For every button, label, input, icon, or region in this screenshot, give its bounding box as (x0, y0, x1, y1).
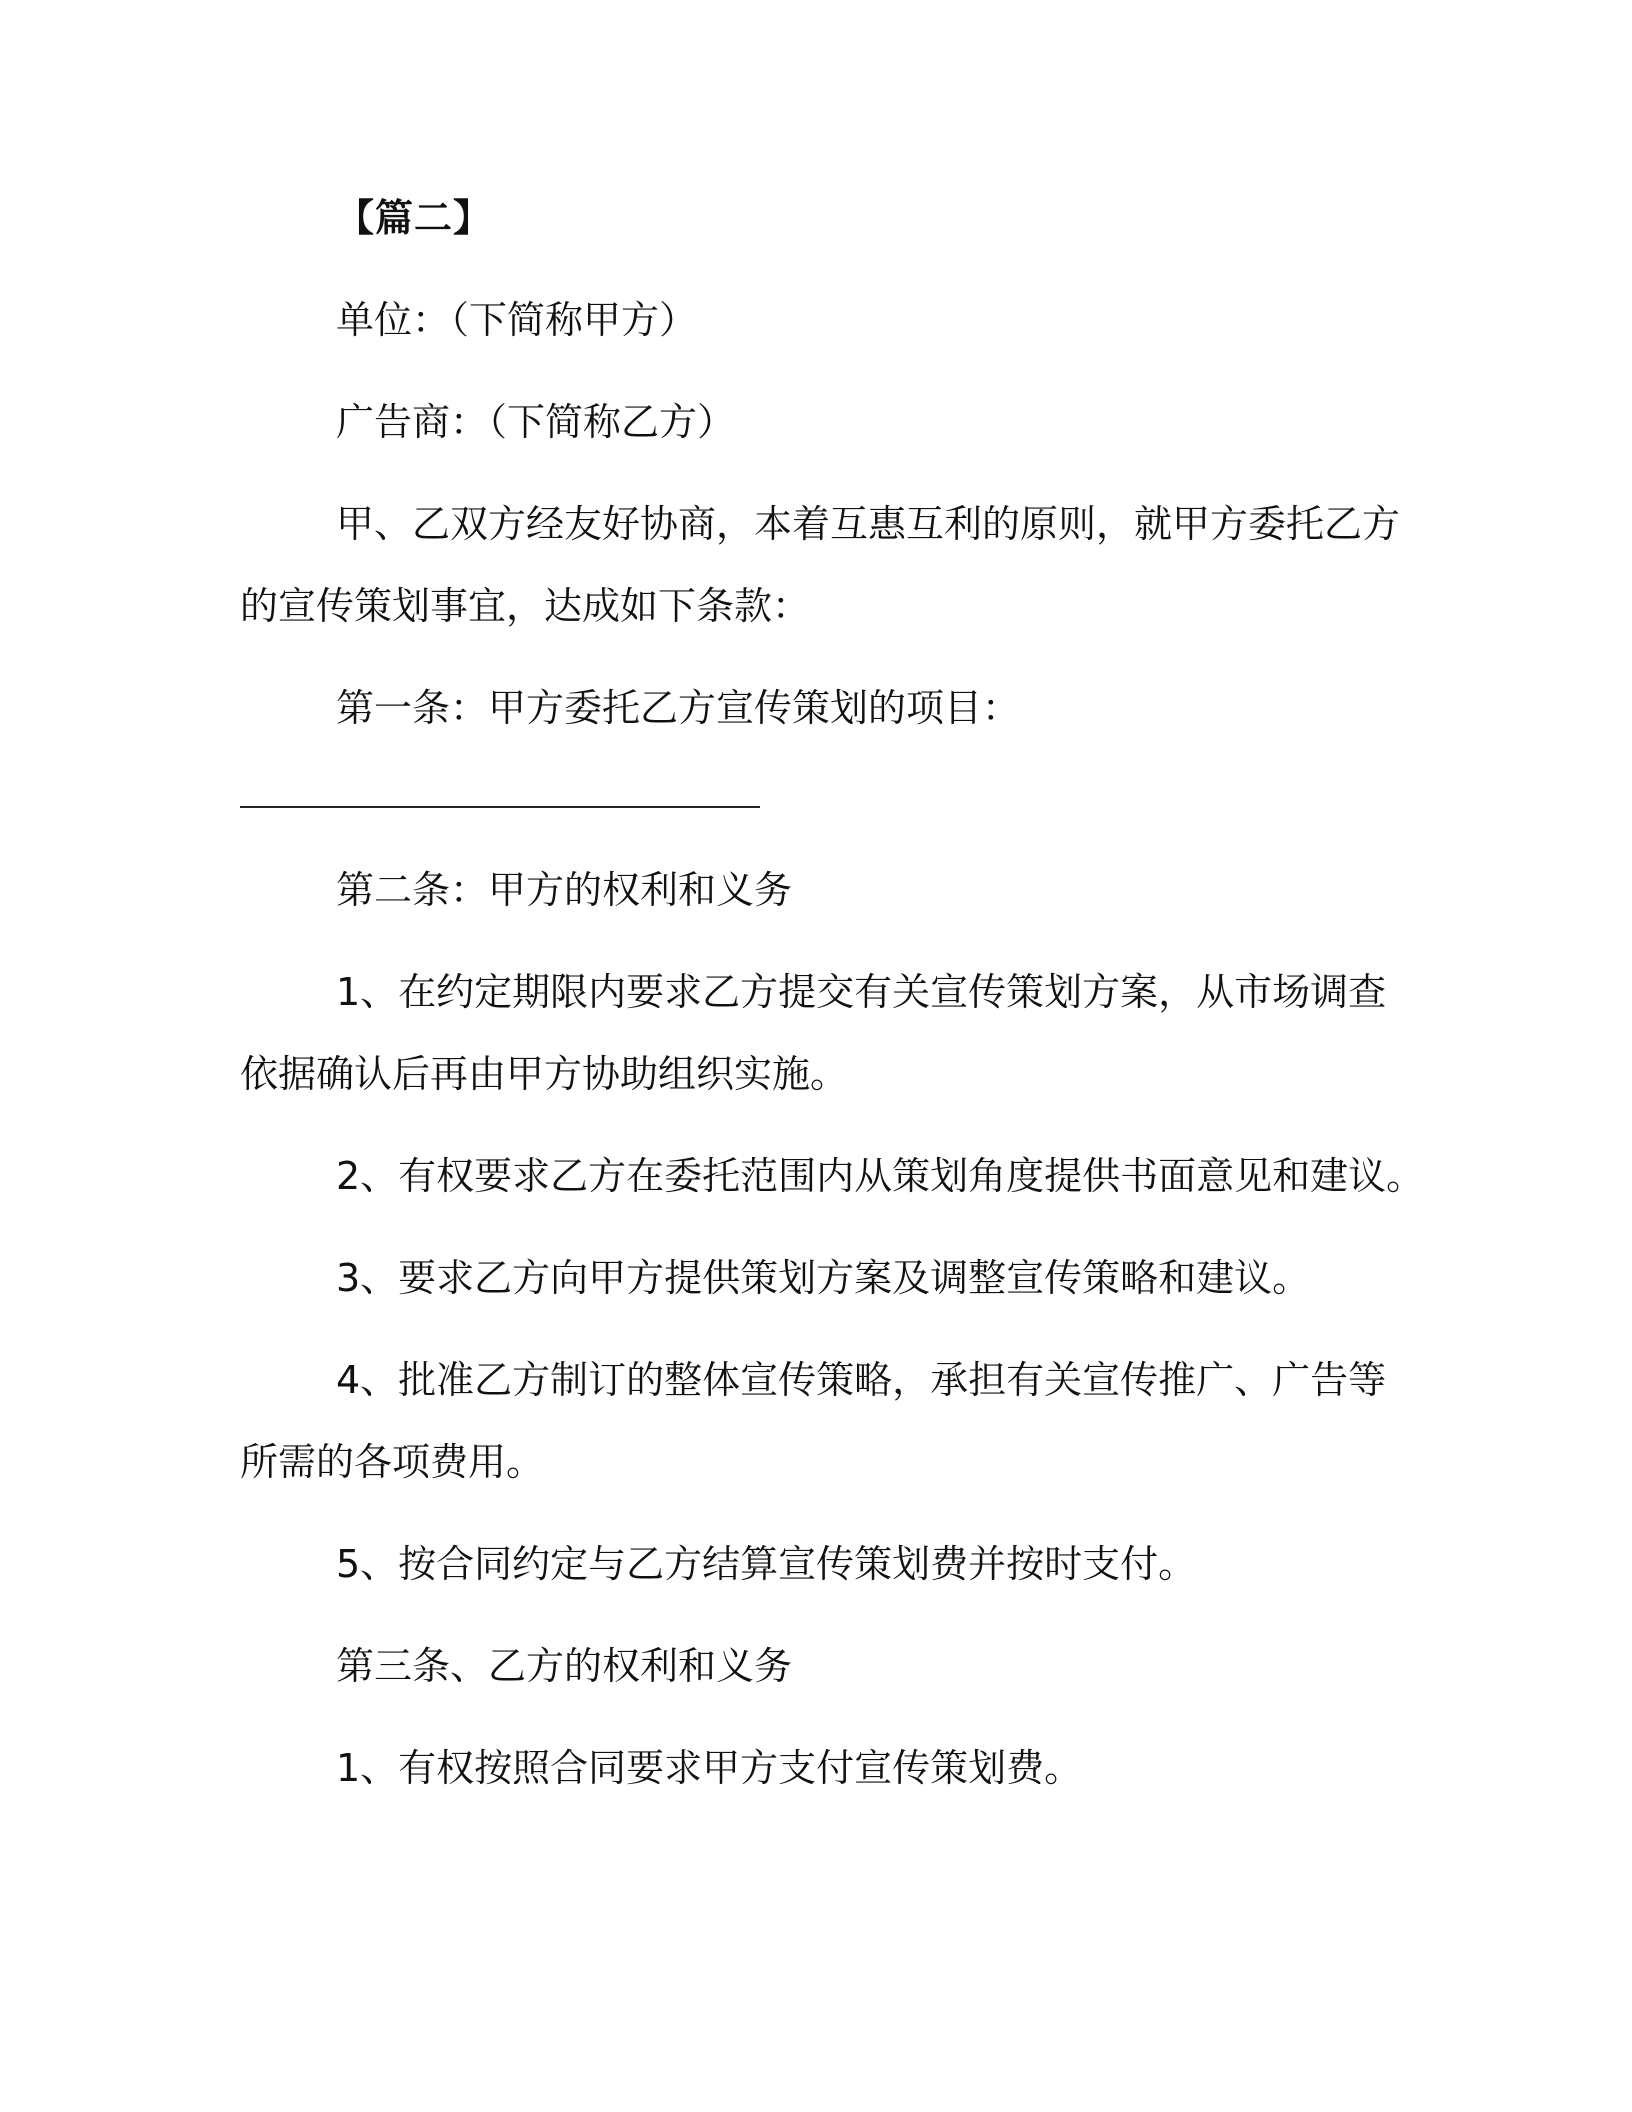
article-2-item-1-line-2: 依据确认后再由甲方协助组织实施。 (240, 1052, 849, 1096)
article-2-item-4-line-2: 所需的各项费用。 (240, 1440, 545, 1484)
fill-in-blank-line (240, 806, 760, 808)
article-3-title: 第三条、乙方的权利和义务 (336, 1644, 793, 1688)
preamble-line-1: 甲、乙双方经友好协商，本着互惠互利的原则，就甲方委托乙方 (336, 502, 1401, 546)
section-heading: 【篇二】 (336, 196, 493, 240)
article-2-item-5: 5、按合同约定与乙方结算宣传策划费并按时支付。 (336, 1542, 1197, 1586)
article-1: 第一条：甲方委托乙方宣传策划的项目： (336, 686, 1021, 730)
preamble-line-2: 的宣传策划事宜，达成如下条款： (240, 584, 811, 628)
party-a-line: 单位：（下简称甲方） (336, 298, 698, 342)
article-2-item-3: 3、要求乙方向甲方提供策划方案及调整宣传策略和建议。 (336, 1256, 1311, 1300)
article-2-item-2: 2、有权要求乙方在委托范围内从策划角度提供书面意见和建议。 (336, 1154, 1425, 1198)
party-b-line: 广告商：（下简称乙方） (336, 400, 736, 444)
article-2-item-4-line-1: 4、批准乙方制订的整体宣传策略，承担有关宣传推广、广告等 (336, 1358, 1387, 1402)
article-2-title: 第二条：甲方的权利和义务 (336, 868, 793, 912)
article-2-item-1-line-1: 1、在约定期限内要求乙方提交有关宣传策划方案，从市场调查 (336, 970, 1387, 1014)
article-3-item-1: 1、有权按照合同要求甲方支付宣传策划费。 (336, 1746, 1083, 1790)
